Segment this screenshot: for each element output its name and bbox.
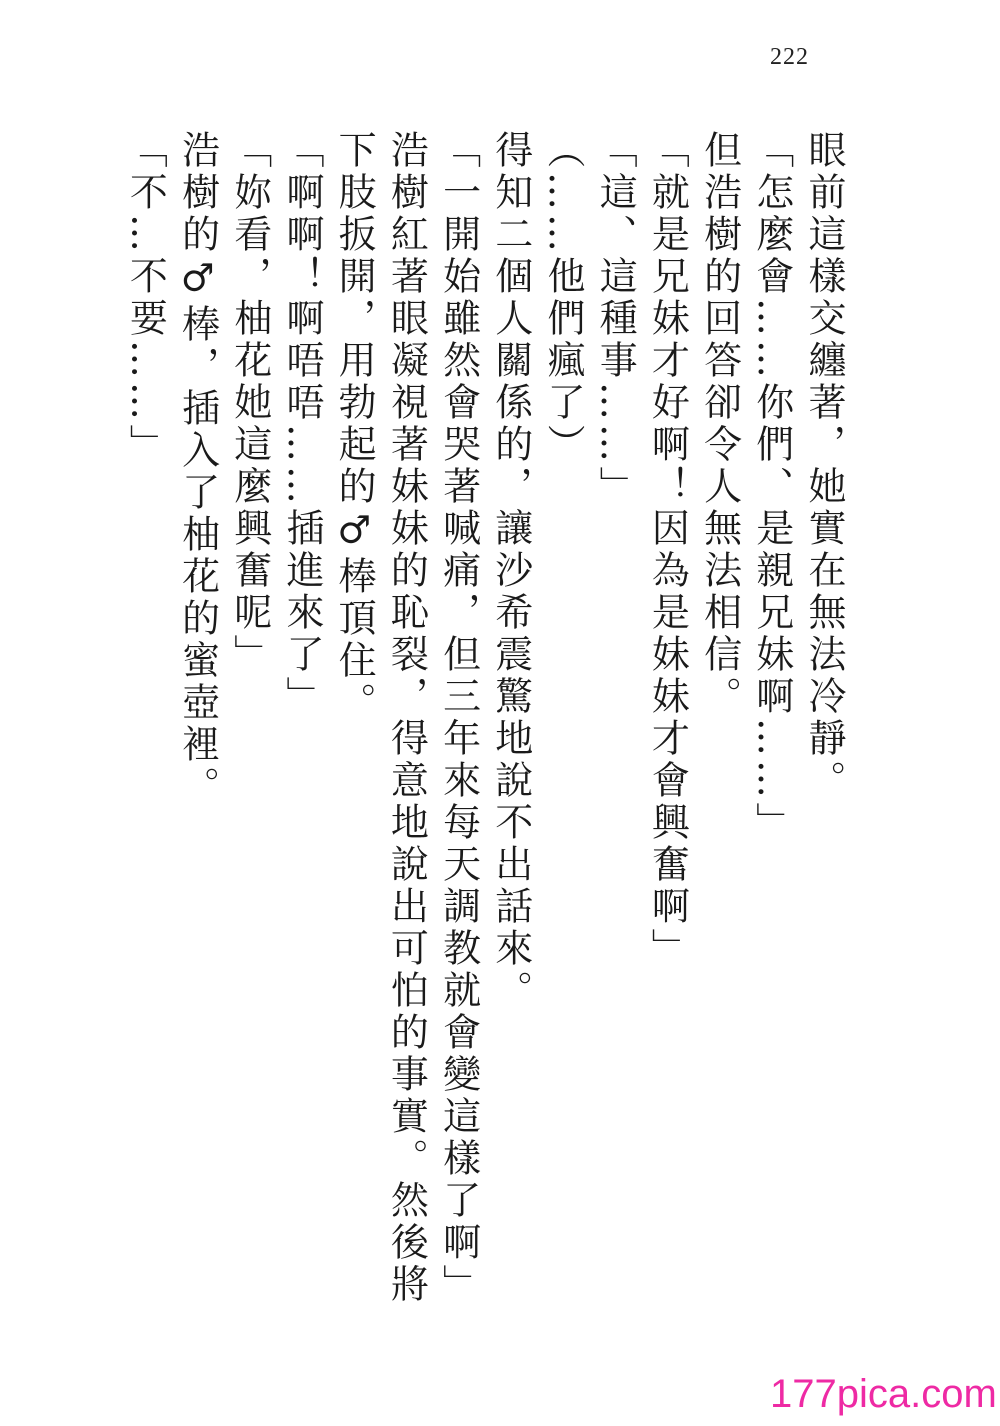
text-line: 下肢扳開，用勃起的♂棒頂住。 bbox=[332, 130, 377, 724]
text-line: 「啊啊！啊唔唔……插進來了」 bbox=[279, 130, 324, 718]
site-watermark: 177pica.com bbox=[770, 1372, 997, 1416]
text-line: 「不…不要……」 bbox=[123, 130, 168, 466]
text-line: 「就是兄妹才好啊！因為是妹妹才會興奮啊」 bbox=[645, 130, 690, 970]
page-number: 222 bbox=[770, 44, 809, 70]
text-line: 「一開始雖然會哭著喊痛，但三年來每天調教就會變這樣了啊」 bbox=[436, 130, 481, 1306]
text-line: 眼前這樣交纏著，她實在無法冷靜。 bbox=[802, 130, 846, 802]
vertical-text-body bbox=[119, 130, 850, 1306]
text-line: 「怎麼會……你們、是親兄妹啊……」 bbox=[749, 130, 794, 844]
text-line: 但浩樹的回答卻令人無法相信。 bbox=[697, 130, 742, 718]
text-line: 浩樹紅著眼凝視著妹妹的恥裂，得意地說出可怕的事實。然後將 bbox=[384, 130, 429, 1306]
text-line: 浩樹的♂棒，插入了柚花的蜜壺裡。 bbox=[175, 130, 220, 808]
text-line: （……他們瘋了） bbox=[540, 130, 585, 466]
text-line: 「妳看，柚花她這麼興奮呢」 bbox=[227, 130, 272, 676]
text-line: 得知二個人關係的，讓沙希震驚地說不出話來。 bbox=[488, 130, 533, 1012]
text-line: 「這、這種事……」 bbox=[593, 130, 638, 508]
